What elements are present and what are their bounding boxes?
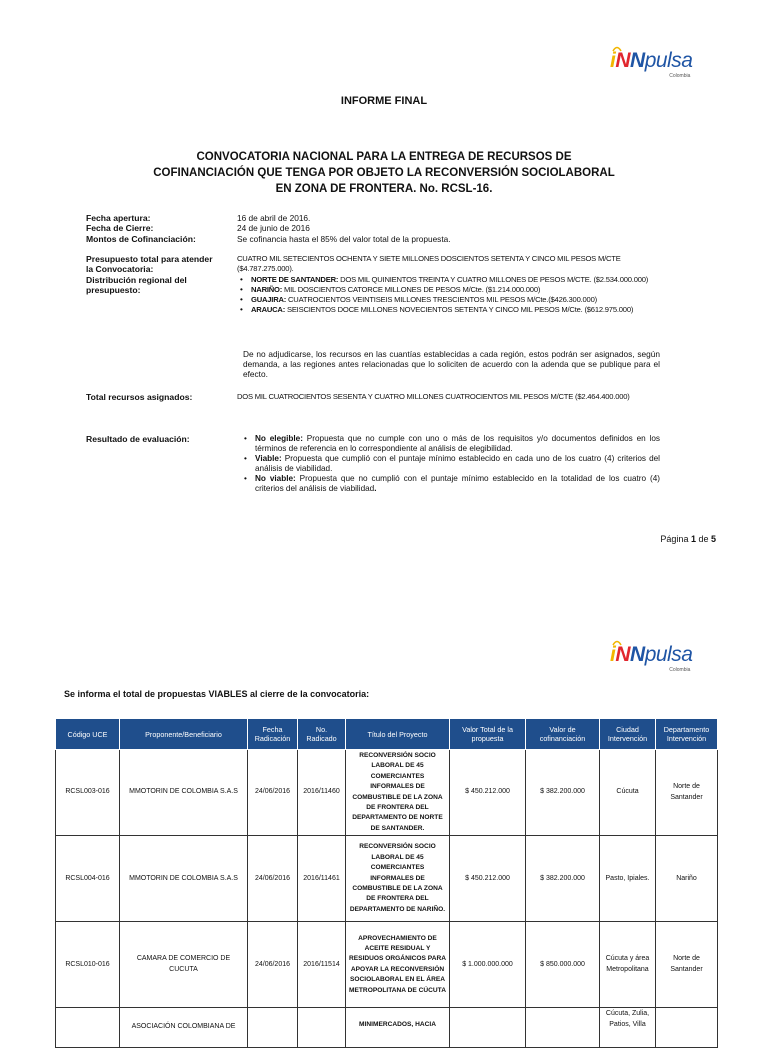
resultado-item: • Viable: Propuesta que cumplió con el puntaje mínimo establecido en cada uno de los cuatro (4) criterios del análisis de viabilidad.	[241, 454, 660, 474]
cell-titulo: MINIMERCADOS, HACIA	[346, 1008, 450, 1048]
resultado-label: Resultado de evaluación:	[86, 434, 190, 444]
cell-departamento: Nariño	[656, 836, 718, 922]
cell-fecha: 24/06/2016	[248, 922, 298, 1008]
total-label: Total recursos asignados:	[86, 392, 193, 402]
table-row	[56, 836, 718, 922]
cell-radicado: 2016/11514	[298, 922, 346, 1008]
cell-cofinanciacion: $ 850.000.000	[526, 922, 600, 1008]
cell-radicado	[298, 1008, 346, 1048]
cell-cofinanciacion: $ 382.200.000	[526, 836, 600, 922]
fecha-apertura-value: 16 de abril de 2016.	[237, 213, 311, 223]
convocatoria-title: CONVOCATORIA NACIONAL PARA LA ENTREGA DE RECURSOS DE COFINANCIACIÓN QUE TENGA POR OBJETO LA RECONVERSIÓN SOCIOLABORAL EN ZONA DE FRONTERA. No. RCSL-16.	[153, 151, 615, 195]
cell-fecha: 24/06/2016	[248, 750, 298, 836]
cell-valor-total: $ 450.212.000	[450, 750, 526, 836]
montos-label: Montos de Cofinanciación:	[86, 234, 196, 244]
cell-radicado: 2016/11460	[298, 750, 346, 836]
nota-paragraph: De no adjudicarse, los recursos en las cuantías establecidas a cada región, estos podrán ser asignados, según demanda, a las regiones antes relacionadas que lo soliciten de acuerdo con la adenda que se publique para el efecto.	[243, 349, 660, 379]
resultados-list	[241, 434, 660, 494]
cell-codigo: RCSL003-016	[56, 750, 120, 836]
cell-departamento	[656, 1008, 718, 1048]
col-titulo: Título del Proyecto	[346, 719, 450, 750]
col-codigo: Código UCE	[56, 719, 120, 750]
cell-titulo: RECONVERSIÓN SOCIO LABORAL DE 45 COMERCIANTES INFORMALES DE COMBUSTIBLE DE LA ZONA DE FRONTERA DEL DEPARTAMENTO DE NARIÑO.	[346, 836, 450, 922]
cell-titulo: RECONVERSIÓN SOCIO LABORAL DE 45 COMERCIANTES INFORMALES DE COMBUSTIBLE DE LA ZONA DE FRONTERA DEL DEPARTAMENTO DE NORTE DE SANTANDER.	[346, 750, 450, 836]
col-radicado: No. Radicado	[298, 719, 346, 750]
cell-cofinanciacion	[526, 1008, 600, 1048]
cell-radicado: 2016/11461	[298, 836, 346, 922]
resultado-item: • No elegible: Propuesta que no cumple con uno o más de los requisitos y/o documentos definidos en los términos de referencia en lo correspondiente al análisis de elegibilidad.	[241, 434, 660, 454]
logo-subtitle: Colombia	[669, 667, 691, 673]
col-valor-total: Valor Total de la propuesta	[450, 719, 526, 750]
logo-subtitle: Colombia	[669, 73, 691, 79]
cell-ciudad: Cúcuta y área Metropolitana	[600, 922, 656, 1008]
report-title: INFORME FINAL	[340, 95, 428, 107]
page-number: Página 1 de 5	[660, 534, 716, 544]
viables-subheading: Se informa el total de propuestas VIABLES al cierre de la convocatoria:	[64, 689, 370, 699]
presupuesto-value: CUATRO MIL SETECIENTOS OCHENTA Y SIETE MILLONES DOSCIENTOS SETENTA Y CINCO MIL PESOS M/CTE ($4.787.275.000).	[237, 254, 621, 273]
table-row	[56, 1008, 718, 1048]
total-value: DOS MIL CUATROCIENTOS SESENTA Y CUATRO MILLONES CUATROCIENTOS MIL PESOS M/CTE ($2.464.400.000)	[237, 392, 630, 401]
cell-proponente: MMOTORIN DE COLOMBIA S.A.S	[120, 836, 248, 922]
innpulsa-logo: iNNpulsa Colombia	[610, 644, 692, 665]
cell-valor-total	[450, 1008, 526, 1048]
cell-codigo: RCSL010-016	[56, 922, 120, 1008]
cell-proponente: ASOCIACIÓN COLOMBIANA DE	[120, 1008, 248, 1048]
col-departamento: Departamento Intervención	[656, 719, 718, 750]
cell-codigo: RCSL004-016	[56, 836, 120, 922]
col-fecha: Fecha Radicación	[248, 719, 298, 750]
distribucion-label: Distribución regional del presupuesto:	[86, 275, 187, 295]
cell-titulo: APROVECHAMIENTO DE ACEITE RESIDUAL Y RESIDUOS ORGÁNICOS PARA APOYAR LA RECONVERSIÓN SOCIOLABORAL EN EL ÁREA METROPOLITANA DE CÚCUTA	[346, 922, 450, 1008]
presupuesto-label: Presupuesto total para atender la Convocatoria:	[86, 254, 213, 274]
col-ciudad: Ciudad Intervención	[600, 719, 656, 750]
regions-list	[237, 275, 660, 315]
montos-value: Se cofinancia hasta el 85% del valor total de la propuesta.	[237, 234, 451, 244]
cell-ciudad: Pasto, Ipiales.	[600, 836, 656, 922]
cell-fecha	[248, 1008, 298, 1048]
fecha-cierre-value: 24 de junio de 2016	[237, 223, 310, 233]
cell-ciudad: Cúcuta, Zulia, Patios, Villa	[600, 1008, 656, 1048]
resultado-item: • No viable: Propuesta que no cumplió con el puntaje mínimo establecido en la totalidad de los cuatro (4) criterios del análisis de viabilidad.	[241, 474, 660, 494]
table-row	[56, 750, 718, 836]
region-item: • ARAUCA: SEISCIENTOS DOCE MILLONES NOVECIENTOS SETENTA Y CINCO MIL PESOS M/Cte. ($612.975.000)	[237, 305, 660, 315]
cell-fecha: 24/06/2016	[248, 836, 298, 922]
cell-valor-total: $ 1.000.000.000	[450, 922, 526, 1008]
cell-proponente: CAMARA DE COMERCIO DE CUCUTA	[120, 922, 248, 1008]
innpulsa-logo: iNNpulsa Colombia	[610, 50, 692, 71]
region-item: • NARIÑO: MIL DOSCIENTOS CATORCE MILLONES DE PESOS M/Cte. ($1.214.000.000)	[237, 285, 660, 295]
table-row	[56, 922, 718, 1008]
fecha-cierre-label: Fecha de Cierre:	[86, 223, 154, 233]
cell-proponente: MMOTORIN DE COLOMBIA S.A.S	[120, 750, 248, 836]
cell-codigo	[56, 1008, 120, 1048]
table-header-row	[56, 719, 718, 750]
region-item: • GUAJIRA: CUATROCIENTOS VEINTISEIS MILLONES TRESCIENTOS MIL PESOS M/Cte.($426.300.000)	[237, 295, 660, 305]
viables-table	[55, 718, 718, 1048]
cell-valor-total: $ 450.212.000	[450, 836, 526, 922]
col-proponente: Proponente/Beneficiario	[120, 719, 248, 750]
cell-departamento: Norte de Santander	[656, 922, 718, 1008]
cell-cofinanciacion: $ 382.200.000	[526, 750, 600, 836]
col-cofinanciacion: Valor de cofinanciación	[526, 719, 600, 750]
cell-ciudad: Cúcuta	[600, 750, 656, 836]
fecha-apertura-label: Fecha apertura:	[86, 213, 151, 223]
region-item: • NORTE DE SANTANDER: DOS MIL QUINIENTOS TREINTA Y CUATRO MILLONES DE PESOS M/CTE. ($2.534.000.000)	[237, 275, 660, 285]
cell-departamento: Norte de Santander	[656, 750, 718, 836]
